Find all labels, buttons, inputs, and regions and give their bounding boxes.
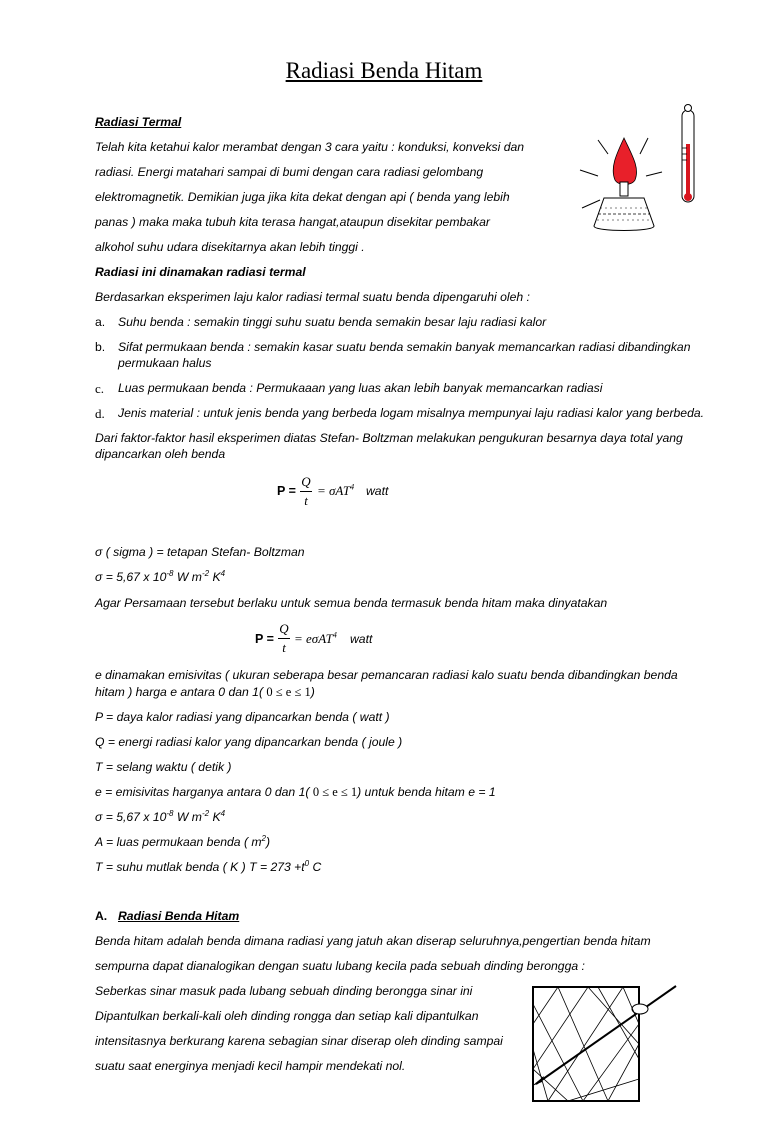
equation-rhs: = eσAT$^4$ — [294, 630, 337, 646]
definition-emissivity: e = emisivitas harganya antara 0 dan 1( 0 ≤ e ≤ 1) untuk benda hitam e = 1 — [95, 785, 496, 799]
equation-denominator: t — [282, 640, 286, 655]
paragraph-line: Seberkas sinar masuk pada lubang sebuah dinding berongga sinar ini — [95, 984, 473, 998]
definition-energy: Q = energi radiasi kalor yang dipancarkan benda ( joule ) — [95, 735, 403, 749]
list-item: Jenis material : untuk jenis benda yang berbeda logam misalnya mempunyai laju radiasi kalor yang berbeda. — [118, 406, 705, 420]
factors-intro: Berdasarkan eksperimen laju kalor radiasi termal suatu benda dipengaruhi oleh : — [95, 290, 530, 304]
section-marker: A. — [95, 909, 108, 923]
equation-unit: watt — [366, 484, 389, 498]
equation-lhs: P = — [277, 484, 296, 498]
heat-ray — [646, 172, 662, 176]
flame-icon — [613, 138, 636, 185]
sigma-value: σ = 5,67 x $10^{-8}$ W $m^{-2}$ $K^4$ — [95, 568, 226, 584]
section-heading-thermal: Radiasi Termal — [95, 115, 182, 129]
paragraph-line: Telah kita ketahui kalor merambat dengan 3 cara yaitu : konduksi, konveksi dan — [95, 140, 525, 154]
heat-ray — [580, 170, 598, 176]
black-body-statement: Agar Persamaan tersebut berlaku untuk semua benda termasuk benda hitam maka dinyatakan — [95, 596, 608, 610]
page-title: Radiasi Benda Hitam — [285, 58, 483, 83]
equation-lhs: P = — [255, 632, 274, 646]
thermal-radiation-statement: Radiasi ini dinamakan radiasi termal — [95, 265, 306, 279]
thermometer-mercury — [686, 144, 690, 196]
stefan-intro-line: Dari faktor-faktor hasil eksperimen diatas Stefan- Boltzman melakukan pengukuran besarnya daya total yang — [95, 431, 683, 445]
equation-denominator: t — [304, 493, 308, 508]
emissivity-range-line: hitam ) harga e antara 0 dan 1( 0 ≤ e ≤ 1) — [95, 685, 315, 699]
section-heading-blackbody: Radiasi Benda Hitam — [118, 909, 240, 923]
alcohol-burner-figure — [570, 100, 710, 240]
list-marker: d. — [95, 406, 105, 421]
list-item: Sifat permukaan benda : semakin kasar suatu benda semakin banyak memancarkan radiasi dibandingkan — [118, 340, 691, 354]
heat-ray — [598, 140, 608, 154]
heat-ray — [640, 138, 648, 154]
list-item-continuation: permukaan halus — [118, 356, 212, 370]
fraction-bar — [300, 491, 312, 492]
definition-area: A = luas permukaan benda ( $m^2$) — [95, 833, 271, 849]
sigma-definition: σ ( sigma ) = tetapan Stefan- Boltzman — [95, 545, 305, 559]
paragraph-line: suatu saat energinya menjadi kecil hampir mendekati nol. — [95, 1059, 406, 1073]
equation-rhs: = σAT$^4$ — [317, 482, 355, 498]
equation-numerator: Q — [301, 474, 311, 489]
paragraph-line: panas ) maka maka tubuh kita terasa hangat,ataupun disekitar pembakar — [95, 215, 490, 229]
thermometer-cap — [685, 105, 692, 112]
paragraph-line: elektromagnetik. Demikian juga jika kita dekat dengan api ( benda yang lebih — [95, 190, 510, 204]
black-body-cavity-figure — [528, 984, 680, 1106]
list-marker: b. — [95, 340, 106, 354]
definition-power: P = daya kalor radiasi yang dipancarkan benda ( watt ) — [95, 710, 390, 724]
definition-absolute-temperature: T = suhu mutlak benda ( K ) $T = 273 +t^0$ C — [95, 858, 322, 874]
stefan-intro-line: dipancarkan oleh benda — [95, 447, 226, 461]
paragraph-line: radiasi. Energi matahari sampai di bumi dengan cara radiasi gelombang — [95, 165, 484, 179]
thermometer-bulb — [684, 193, 692, 201]
list-item: Luas permukaan benda : Permukaaan yang luas akan lebih banyak memancarkan radiasi — [118, 381, 603, 395]
paragraph-line: Dipantulkan berkali-kali oleh dinding rongga dan setiap kali dipantulkan — [95, 1009, 479, 1023]
heat-ray — [582, 200, 600, 208]
list-marker: a. — [95, 315, 106, 329]
paragraph-line: sempurna dapat dianalogikan dengan suatu lubang kecila pada sebuah dinding berongga : — [95, 959, 585, 973]
emissivity-definition: e dinamakan emisivitas ( ukuran seberapa besar pemancaran radiasi kalo suatu benda dibandingkan benda — [95, 668, 678, 682]
list-marker: c. — [95, 381, 105, 396]
equation-numerator: Q — [279, 621, 289, 636]
wick — [620, 182, 628, 196]
fraction-bar — [278, 638, 290, 639]
equation-unit: watt — [350, 632, 373, 646]
paragraph-line: alkohol suhu udara disekitarnya akan lebih tinggi . — [95, 240, 365, 254]
paragraph-line: Benda hitam adalah benda dimana radiasi yang jatuh akan diserap seluruhnya,pengertian benda hitam — [95, 934, 651, 948]
definition-time: T = selang waktu ( detik ) — [95, 760, 232, 774]
definition-sigma: σ = 5,67 x $10^{-8}$ W $m^{-2}$ $K^4$ — [95, 808, 226, 824]
list-item: Suhu benda : semakin tinggi suhu suatu benda semakin besar laju radiasi kalor — [118, 315, 547, 329]
paragraph-line: intensitasnya berkurang karena sebagian sinar diserap oleh dinding sampai — [95, 1034, 503, 1048]
